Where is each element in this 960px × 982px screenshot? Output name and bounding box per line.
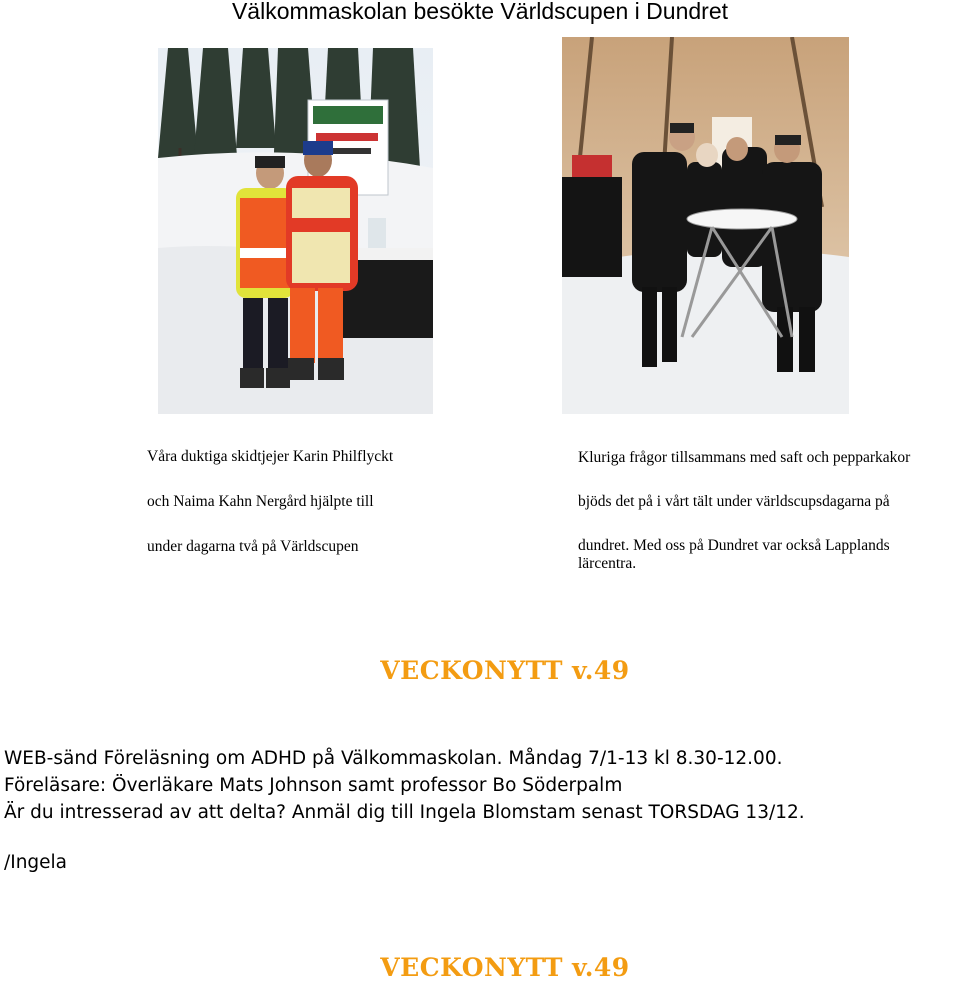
caption-right-line: bjöds det på i vårt tält under världscupsdagarna på [578, 493, 890, 510]
signature: /Ingela [4, 852, 68, 873]
page-title: Välkommaskolan besökte Världscupen i Dundret [231, 0, 729, 24]
notice-line: Föreläsare: Överläkare Mats Johnson samt professor Bo Söderpalm [4, 775, 623, 796]
notice-line: WEB-sänd Föreläsning om ADHD på Välkommaskolan. Måndag 7/1-13 kl 8.30-12.00. [4, 748, 783, 769]
caption-left-line: Våra duktiga skidtjejer Karin Philflyckt [147, 448, 394, 465]
caption-right-line: Kluriga frågor tillsammans med saft och pepparkakor [578, 449, 911, 466]
caption-left-line: under dagarna två på Världscupen [147, 538, 359, 555]
photo-ski-girls [158, 48, 433, 414]
lecture-notice [4, 745, 954, 826]
caption-right-line: lärcentra. [578, 555, 637, 572]
caption-right [578, 449, 960, 599]
veckonytt-banner: VECKONYTT v.49 [380, 656, 630, 685]
caption-left [147, 448, 447, 583]
photo-tent-quiz [562, 37, 849, 414]
caption-left-line: och Naima Kahn Nergård hjälpte till [147, 493, 374, 510]
caption-right-line: dundret. Med oss på Dundret var också Lapplands [578, 537, 890, 554]
notice-line: Är du intresserad av att delta? Anmäl dig till Ingela Blomstam senast TORSDAG 13/12. [4, 802, 805, 823]
veckonytt-footer-banner: VECKONYTT v.49 [380, 953, 630, 982]
